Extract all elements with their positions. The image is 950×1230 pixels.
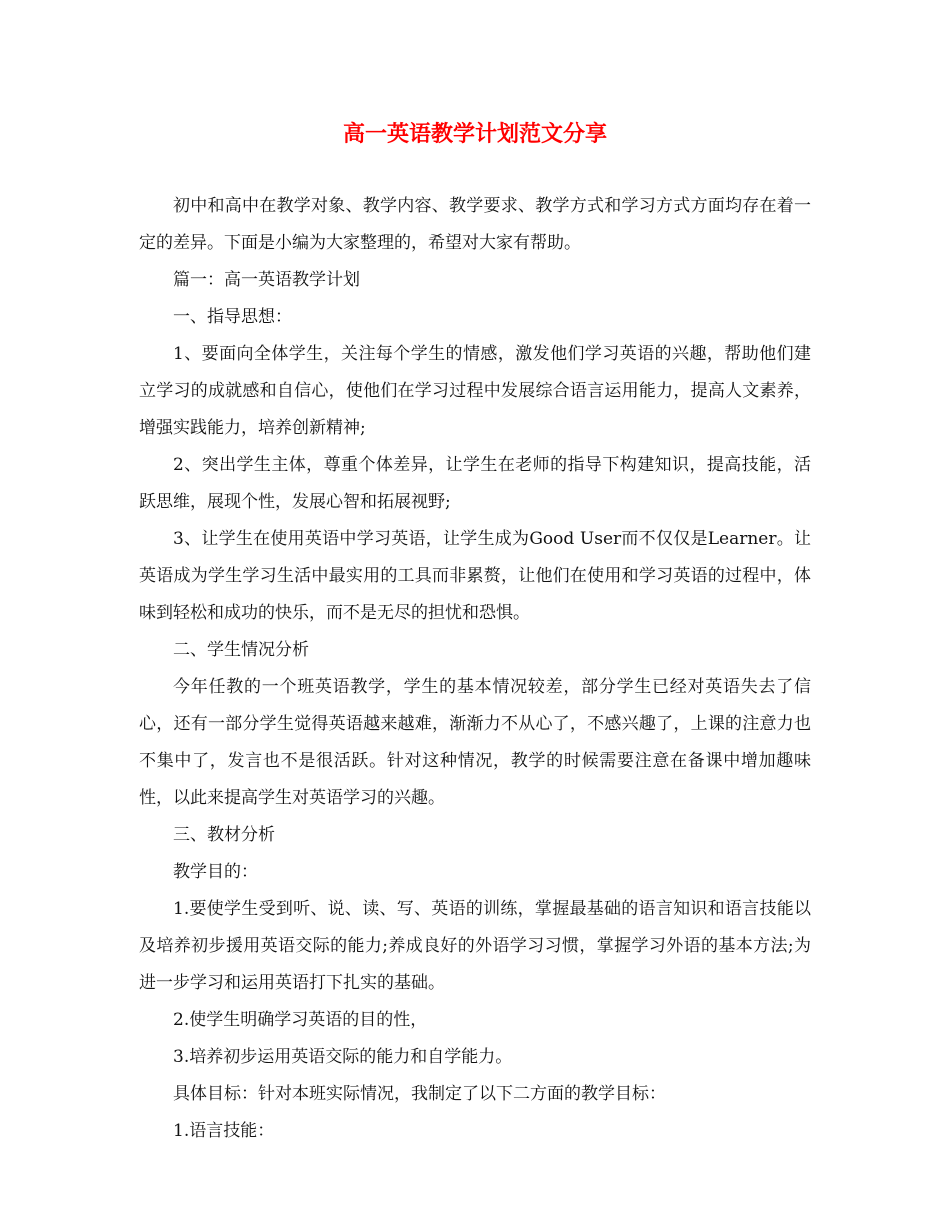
paragraph-point-3: 3、让学生在使用英语中学习英语，让学生成为Good User而不仅仅是Learner。让英语成为学生学习生活中最实用的工具而非累赘，让他们在使用和学习英语的过程中，体味到轻松和成功的快乐，而不是无尽的担忧和恐惧。 bbox=[139, 529, 811, 623]
paragraph-point-1: 1、要面向全体学生，关注每个学生的情感，激发他们学习英语的兴趣，帮助他们建立学习的成就感和自信心，使他们在学习过程中发展综合语言运用能力，提高人文素养，增强实践能力，培养创新精神; bbox=[139, 344, 811, 438]
intro-paragraph: 初中和高中在教学对象、教学内容、教学要求、教学方式和学习方式方面均存在着一定的差异。下面是小编为大家整理的，希望对大家有帮助。 bbox=[139, 196, 811, 253]
paragraph-purpose-1: 1.要使学生受到听、说、读、写、英语的训练，掌握最基础的语言知识和语言技能以及培养初步援用英语交际的能力;养成良好的外语学习习惯，掌握学习外语的基本方法;为进一步学习和运用英语打下扎实的基础。 bbox=[139, 899, 811, 993]
section-heading-textbook-analysis: 三、教材分析 bbox=[173, 825, 275, 845]
document-title: 高一英语教学计划范文分享 bbox=[342, 121, 607, 147]
section-heading-part-one: 篇一：高一英语教学计划 bbox=[173, 270, 360, 290]
paragraph-purpose-2: 2.使学生明确学习英语的目的性， bbox=[173, 1010, 428, 1030]
document-body bbox=[139, 188, 811, 1150]
paragraph-purpose-3: 3.培养初步运用英语交际的能力和自学能力。 bbox=[173, 1047, 513, 1067]
paragraph-student-analysis: 今年任教的一个班英语教学，学生的基本情况较差，部分学生已经对英语失去了信心，还有一部分学生觉得英语越来越难，渐渐力不从心了，不感兴趣了，上课的注意力也不集中了，发言也不是很活跃。针对这种情况，教学的时候需要注意在备课中增加趣味性，以此来提高学生对英语学习的兴趣。 bbox=[139, 677, 811, 808]
subheading-language-skills: 1.语言技能： bbox=[173, 1121, 275, 1141]
paragraph-specific-goals: 具体目标：针对本班实际情况，我制定了以下二方面的教学目标： bbox=[173, 1084, 666, 1104]
section-heading-student-analysis: 二、学生情况分析 bbox=[173, 640, 309, 660]
paragraph-point-2: 2、突出学生主体，尊重个体差异，让学生在老师的指导下构建知识，提高技能，活跃思维，展现个性，发展心智和拓展视野; bbox=[139, 455, 811, 512]
section-heading-guiding-ideology: 一、指导思想： bbox=[173, 307, 292, 327]
subheading-teaching-purpose: 教学目的： bbox=[173, 862, 258, 882]
